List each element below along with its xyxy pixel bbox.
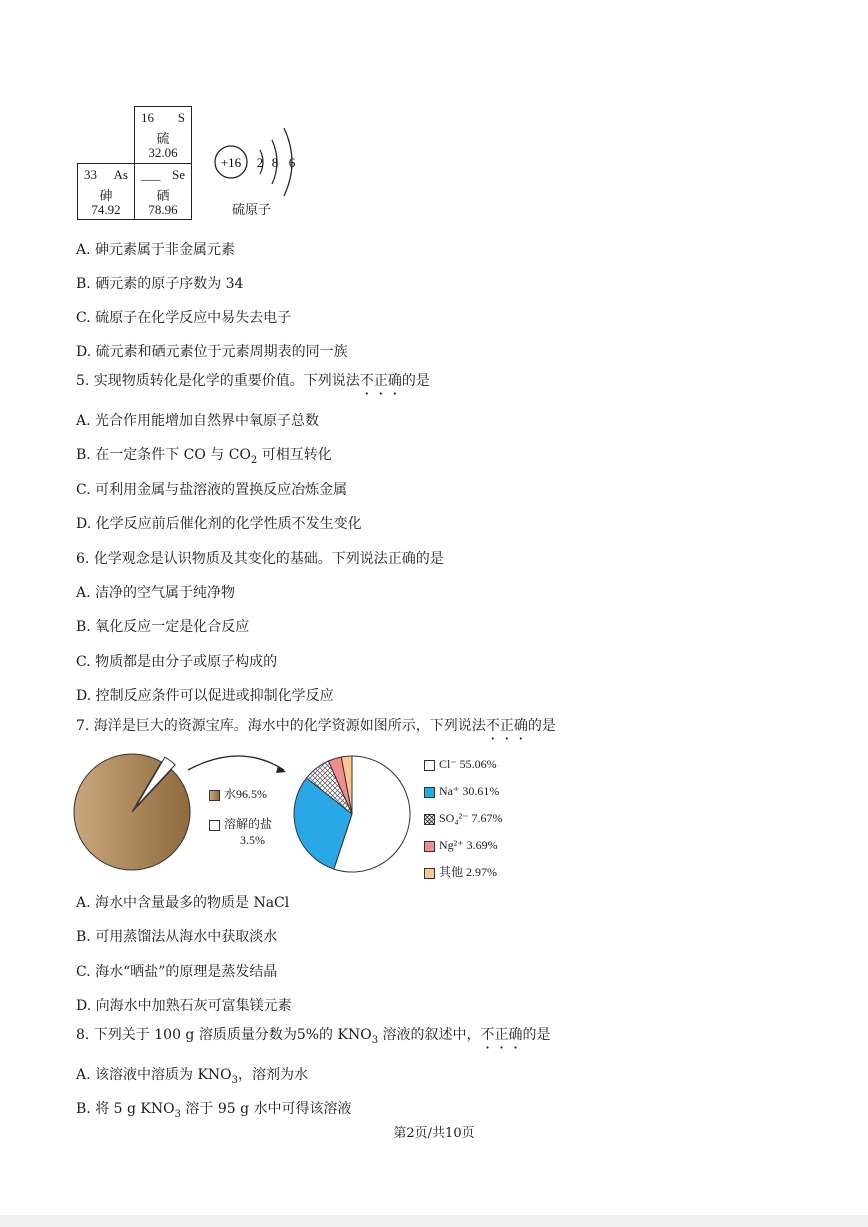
swatch-cl xyxy=(424,760,435,771)
atomic-mass: 74.92 xyxy=(91,202,121,217)
emphasis-char: 不 xyxy=(485,718,500,734)
legend-cl: Cl⁻ 55.06% xyxy=(424,757,497,771)
q5-option-d: D. 化学反应前后催化剂的化学性质不发生变化 xyxy=(76,516,362,532)
swatch-water xyxy=(209,790,220,801)
q6-option-b: B. 氧化反应一定是化合反应 xyxy=(76,619,250,635)
element-cell-sulfur xyxy=(134,106,192,164)
emphasis-char: 不 xyxy=(480,1027,495,1043)
nucleus-charge: +16 xyxy=(220,155,242,170)
element-name: 硫 xyxy=(156,131,170,146)
q7-option-c: C. 海水“晒盐”的原理是蒸发结晶 xyxy=(76,964,278,980)
element-symbol: Se xyxy=(172,167,185,182)
pie-slice-water xyxy=(74,754,190,870)
atomic-mass: 78.96 xyxy=(148,202,178,217)
swatch-mg xyxy=(424,841,435,852)
atomic-number: 33 xyxy=(84,167,97,182)
legend-so4: SO₄²⁻ 7.67% xyxy=(424,811,502,825)
q4-option-b: B. 硒元素的原子序数为 34 xyxy=(76,276,244,292)
element-symbol: S xyxy=(177,110,185,125)
q7-stem: 7. 海洋是巨大的资源宝库。海水中的化学资源如图所示，下列说法不正确的是 xyxy=(76,718,556,734)
q5-option-c: C. 可利用金属与盐溶液的置换反应冶炼金属 xyxy=(76,482,348,498)
shell-electrons-2: 8 xyxy=(271,155,279,170)
q7-option-a: A. 海水中含量最多的物质是 NaCl xyxy=(76,895,290,911)
q5-option-b: B. 在一定条件下 CO 与 $CO_2$ 可相互转化 xyxy=(76,447,332,466)
page-number: 第2页/共10页 xyxy=(393,1126,475,1141)
q6-stem: 6. 化学观念是认识物质及其变化的基础。下列说法正确的是 xyxy=(76,551,444,567)
transfer-arrow xyxy=(188,756,284,770)
swatch-salt xyxy=(209,820,220,831)
swatch-other xyxy=(424,868,435,879)
element-cell-arsenic xyxy=(77,163,135,220)
q5-option-a: A. 光合作用能增加自然界中氧原子总数 xyxy=(76,413,320,429)
pie-salt-ions xyxy=(294,756,410,872)
element-name: 硒 xyxy=(156,188,170,203)
q5-stem: 5. 实现物质转化是化学的重要价值。下列说法不正确的是 xyxy=(76,373,430,389)
emphasis-char: 确 xyxy=(508,1027,523,1043)
q6-option-c: C. 物质都是由分子或原子构成的 xyxy=(76,654,278,670)
atomic-mass: 32.06 xyxy=(148,145,178,160)
emphasis-char: 正 xyxy=(499,718,514,734)
seawater-composition-chart xyxy=(70,748,420,878)
element-cell-selenium xyxy=(134,163,192,220)
element-symbol: As xyxy=(113,167,128,182)
swatch-na xyxy=(424,787,435,798)
bottom-bar xyxy=(0,1215,868,1227)
q8-stem: 8. 下列关于 100 g 溶质质量分数为5%的 $KNO_3$ 溶液的叙述中，不正确的是 xyxy=(76,1027,551,1046)
arrow-head xyxy=(276,766,286,773)
atom-caption: 硫原子 xyxy=(232,203,272,218)
atomic-number-blank: ___ xyxy=(141,167,161,182)
emphasis-char: 正 xyxy=(373,373,388,389)
q4-option-d: D. 硫元素和硒元素位于元素周期表的同一族 xyxy=(76,344,348,360)
q8-option-b: B. 将 5 g $KNO_3$ 溶于 95 g 水中可得该溶液 xyxy=(76,1101,352,1120)
shell-electrons-3: 6 xyxy=(288,155,296,170)
legend-salt: 溶解的盐 xyxy=(209,817,272,831)
element-name: 砷 xyxy=(99,188,113,203)
shell-electrons-1: 2 xyxy=(256,155,264,170)
pie-water-vs-salt xyxy=(74,754,190,870)
q7-option-d: D. 向海水中加熟石灰可富集镁元素 xyxy=(76,998,292,1014)
q8-option-a: A. 该溶液中溶质为 $KNO_3$，溶剂为水 xyxy=(76,1067,309,1086)
emphasis-char: 确 xyxy=(387,373,402,389)
swatch-so4 xyxy=(424,814,435,825)
atomic-number: 16 xyxy=(141,110,154,125)
q6-option-a: A. 洁净的空气属于纯净物 xyxy=(76,585,236,601)
q6-option-d: D. 控制反应条件可以促进或抑制化学反应 xyxy=(76,688,334,704)
legend-other: 其他 2.97% xyxy=(424,865,497,879)
q4-option-c: C. 硫原子在化学反应中易失去电子 xyxy=(76,310,292,326)
emphasis-char: 确 xyxy=(513,718,528,734)
q4-option-a: A. 砷元素属于非金属元素 xyxy=(76,242,236,258)
emphasis-char: 不 xyxy=(359,373,374,389)
legend-na: Na⁺ 30.61% xyxy=(424,784,499,798)
atom-structure-diagram xyxy=(210,118,310,200)
legend-salt-percent: 3.5% xyxy=(240,833,265,847)
emphasis-char: 正 xyxy=(494,1027,509,1043)
legend-mg: Ng²⁺ 3.69% xyxy=(424,838,498,852)
q7-option-b: B. 可用蒸馏法从海水中获取淡水 xyxy=(76,929,278,945)
legend-water: 水96.5% xyxy=(209,787,267,801)
